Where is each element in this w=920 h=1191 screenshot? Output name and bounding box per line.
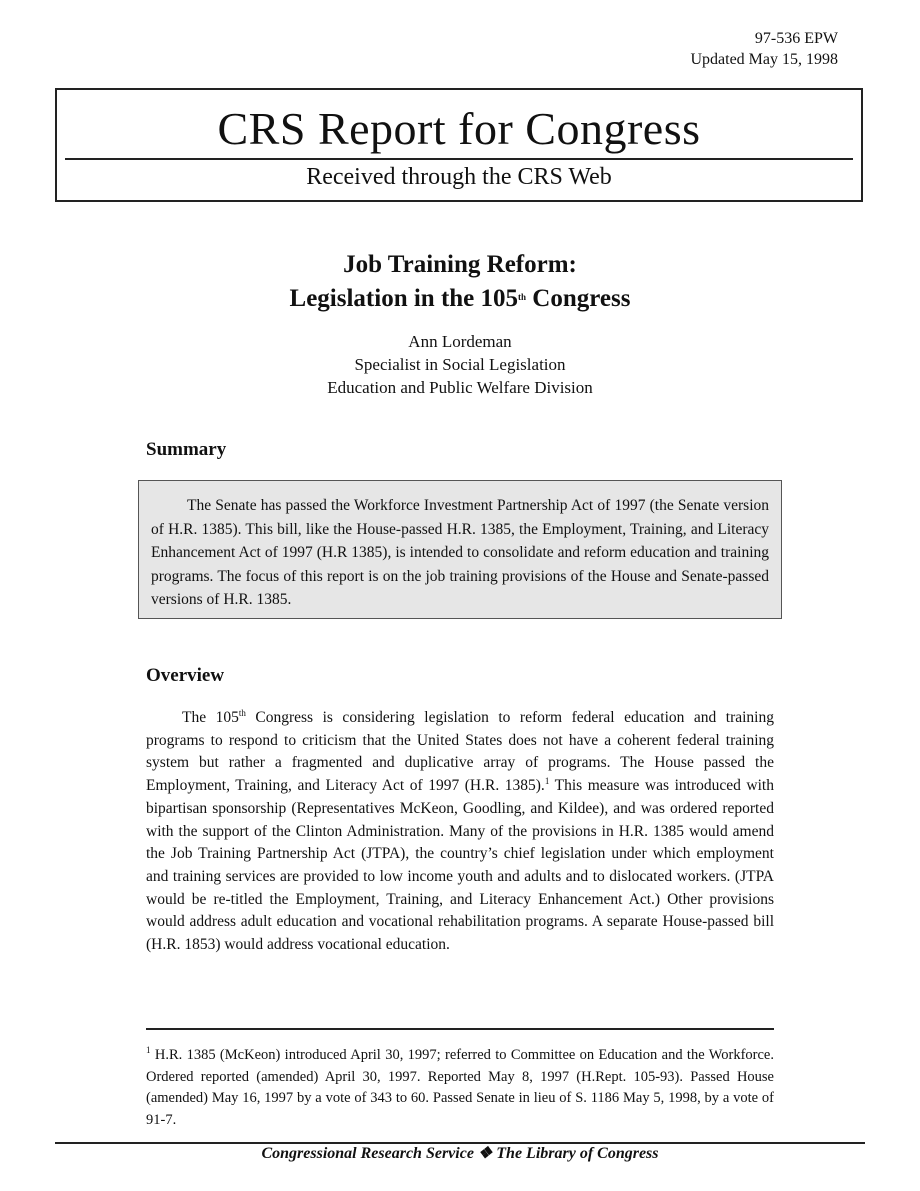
title-superscript: th — [518, 292, 527, 302]
summary-box — [138, 480, 782, 619]
footnote-reference[interactable]: 1 — [544, 776, 550, 787]
title-line-2-text: Legislation in the 105 — [289, 285, 519, 312]
title-line-1: Job Training Reform: — [343, 251, 577, 278]
summary-text: The Senate has passed the Workforce Investment Partnership Act of 1997 (the Senate version of H.R. 1385). This bill, like the House-passed H.R. 1385, the Employment, Training, and Literacy Enhancement Act of 1997 (H.R 1385), is intended to consolidate and reform education and training programs. The focus of this report is on the job training provisions of the House and Senate-passed versions of H.R. 1385. — [151, 497, 769, 608]
overview-text — [146, 707, 774, 957]
author-role: Specialist in Social Legislation — [354, 355, 566, 374]
updated-date: Updated May 15, 1998 — [690, 51, 838, 68]
footnote-rule — [146, 1028, 774, 1030]
overview-text-a: The 105 — [182, 709, 239, 726]
overview-heading: Overview — [146, 665, 225, 686]
overview-text-c: This measure was introduced with bipartisan sponsorship (Representatives McKeon, Goodling, and Kildee), and was ordered reported with the support of the Clinton Administration. Many of the provisions in H.R. 1385 would amend the Job Training Partnership Act (JTPA), the country’s chief legislation under which employment and training services are provided to low income youth and adults and to dislocated workers. (JTPA would be re-titled the Employment, Training, and Literacy Enhancement Act.) Other provisions would address adult education and vocational rehabilitation programs. A separate House-passed bill (H.R. 1853) would address vocational education. — [146, 777, 774, 954]
footnote — [146, 1045, 774, 1131]
document-id-block — [690, 28, 838, 70]
footnote-text: H.R. 1385 (McKeon) introduced April 30, 1997; referred to Committee on Education and the Workforce. Ordered reported (amended) April 30, 1997. Reported May 8, 1997 (H.Rept. 105-93). Passed House (amended) May 16, 1997 by a vote of 343 to 60. Passed Senate in lieu of S. 1186 May 5, 1998, by a vote of 91-7. — [146, 1047, 774, 1128]
author-block — [0, 330, 920, 399]
masthead-title: CRS Report for Congress — [217, 103, 701, 154]
masthead-subtitle: Received through the CRS Web — [306, 164, 612, 190]
author-name: Ann Lordeman — [408, 332, 512, 351]
overview-paragraph — [146, 707, 774, 957]
footnote-marker: 1 — [146, 1045, 151, 1055]
report-number: 97-536 EPW — [754, 30, 838, 47]
summary-heading: Summary — [146, 439, 227, 460]
title-line-2-end: Congress — [526, 285, 631, 312]
report-title — [0, 248, 920, 316]
masthead-rule — [65, 158, 853, 160]
overview-text-b: Congress is considering legislation to reform federal education and training programs to respond to criticism that the United States does not have a coherent federal training system but rather a fragmented and duplicative array of programs. The House passed the Employment, Training, and Literacy Act of 1997 (H.R. 1385). — [146, 709, 774, 795]
overview-superscript: th — [238, 708, 246, 718]
page-footer: Congressional Research Service ❖ The Library of Congress — [261, 1145, 659, 1162]
title-line-2 — [0, 282, 920, 316]
masthead-box — [55, 88, 863, 202]
author-division: Education and Public Welfare Division — [327, 378, 593, 397]
